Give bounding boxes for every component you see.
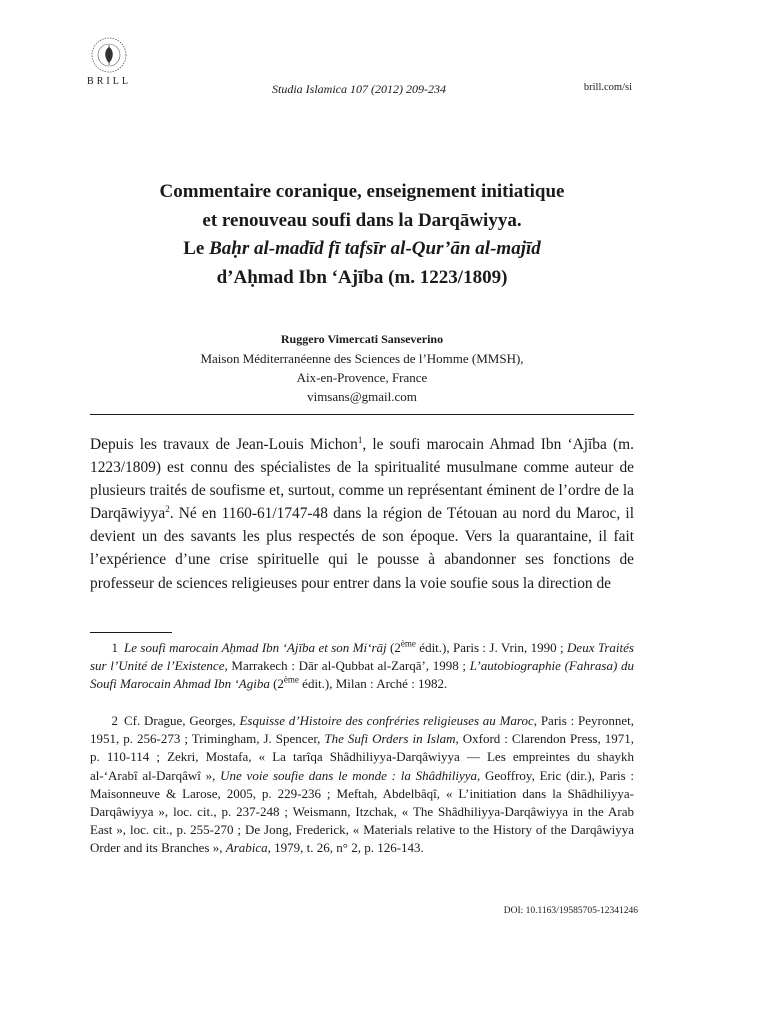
footnote-2-title: Une voie soufie dans le monde : la Shâdhiliyya xyxy=(220,767,477,783)
title-line-4: d’Aḥmad Ibn ‘Ajība (m. 1223/1809) xyxy=(216,266,508,288)
author-name: Ruggero Vimercati Sanseverino xyxy=(280,332,444,346)
footnote-2-text: , Oxford : Clarendon Press, 1971, p. 110-114 ; Zekri, Mostafa, « La tarîqa Shâdhiliyya-Darqâwiyya — Les empreintes du shaykh al-‘Arabî al-Darqâwî », xyxy=(90,731,634,783)
footnote-1-sup: ème xyxy=(400,638,416,649)
footnote-2-text: , Paris : Peyronnet, 1951, p. 256-273 ; Trimingham, J. Spencer, xyxy=(90,713,634,747)
footnote-divider xyxy=(90,632,172,633)
footnote-1-title: L’autobiographie (Fahrasa) du Soufi Marocain Ahmad Ibn ‘Agiba xyxy=(90,658,634,692)
brill-seal-icon xyxy=(90,36,128,74)
footnote-1-title: Deux Traités sur l’Unité de l’Existence xyxy=(90,640,634,674)
publisher-name: BRILL xyxy=(87,76,131,87)
body-text-a: Depuis les travaux de Jean-Louis Michon xyxy=(90,436,358,453)
article-title xyxy=(90,178,634,292)
footnote-2-text: , Geoffroy, Eric (dir.), Paris : Maisonneuve & Larose, 2005, p. 229-236 ; Meftah, Abdelbâqî, « L’initiation dans la Shâdhiliyya-Darqâwiyya », loc. cit., p. 237-248 ; Weismann, Itzchak, « The Shâdhiliyya-Darqâwiyya in the Arab East », loc. cit., p. 255-270 ; De Jong, Frederick, « Materials relative to the History of the Darqâwiyya Order and its Branches », xyxy=(90,767,635,856)
footnote-2-text: Cf. Drague, Georges, xyxy=(124,713,240,728)
author-block xyxy=(90,330,634,406)
body-text-b: , le soufi marocain Ahmad Ibn ‘Ajība (m. 1223/1809) est connu des spécialistes de la spiritualité musulmane comme auteur de plusieurs traités de soufisme et, surtout, comme un représentant éminent de l’ordre de la Darqāwiyya xyxy=(90,436,634,523)
footnote-1-text: édit.), Milan : Arché : 1982. xyxy=(298,676,448,692)
doi-identifier[interactable]: DOI: 10.1163/19585705-12341246 xyxy=(503,906,638,916)
footnote-1-title: Le soufi marocain Aḥmad Ibn ‘Ajība et son Mi‘rāj xyxy=(124,640,387,655)
body-paragraph xyxy=(90,433,634,595)
footnote-2-title: Arabica xyxy=(225,840,268,856)
footnote-1-number: 1 xyxy=(111,640,118,655)
author-affiliation: Maison Méditerranéenne des Sciences de l’Homme (MMSH), xyxy=(200,351,524,366)
title-line-2: et renouveau soufi dans la Darqāwiyya. xyxy=(202,209,522,231)
journal-site: brill.com/si xyxy=(583,82,632,93)
footnote-2-title: The Sufi Orders in Islam xyxy=(324,731,456,747)
title-line-1: Commentaire coranique, enseignement initiatique xyxy=(159,181,565,202)
title-work-name: Baḥr al-madīd fī tafsīr al-Qur’ān al-majīd xyxy=(209,238,541,259)
brill-logo xyxy=(79,36,139,87)
author-email[interactable]: vimsans@gmail.com xyxy=(307,389,417,404)
body-text-c: . Né en 1160-61/1747-48 dans la région de Tétouan au nord du Maroc, il devient un des savants les plus respectés de son époque. Vers la quarantaine, il fait l’expérience d’une crise spirituelle qui le pousse à abandonner ses fonctions de professeur de sciences religieuses pour entrer dans la voie soufie sous la direction de xyxy=(90,505,634,592)
title-line-3-prefix: Le xyxy=(183,238,210,259)
footnote-1 xyxy=(90,639,634,694)
footnote-2-number: 2 xyxy=(111,713,118,728)
footnote-1-sup: ème xyxy=(283,675,299,686)
footnote-1-text: (2 xyxy=(386,640,401,655)
title-line-3 xyxy=(90,235,634,264)
footnote-1-text: édit.), Paris : J. Vrin, 1990 ; xyxy=(415,640,568,655)
footnote-1-text: , Marrakech : Dār al-Qubbat al-Zarqā’, 1998 ; xyxy=(224,658,470,674)
footnote-2-text: , 1979, t. 26, n° 2, p. 126-143. xyxy=(267,840,424,856)
author-location: Aix-en-Provence, France xyxy=(296,370,428,385)
footnote-1-text: (2 xyxy=(269,676,284,692)
footnote-2-title: Esquisse d’Histoire des confréries religieuses au Maroc xyxy=(239,713,534,728)
journal-citation: Studia Islamica 107 (2012) 209-234 xyxy=(272,82,446,96)
footnote-ref-1[interactable]: 1 xyxy=(357,434,363,445)
footnote-2 xyxy=(90,712,634,858)
footnote-ref-2[interactable]: 2 xyxy=(165,504,170,515)
title-divider xyxy=(90,414,634,415)
